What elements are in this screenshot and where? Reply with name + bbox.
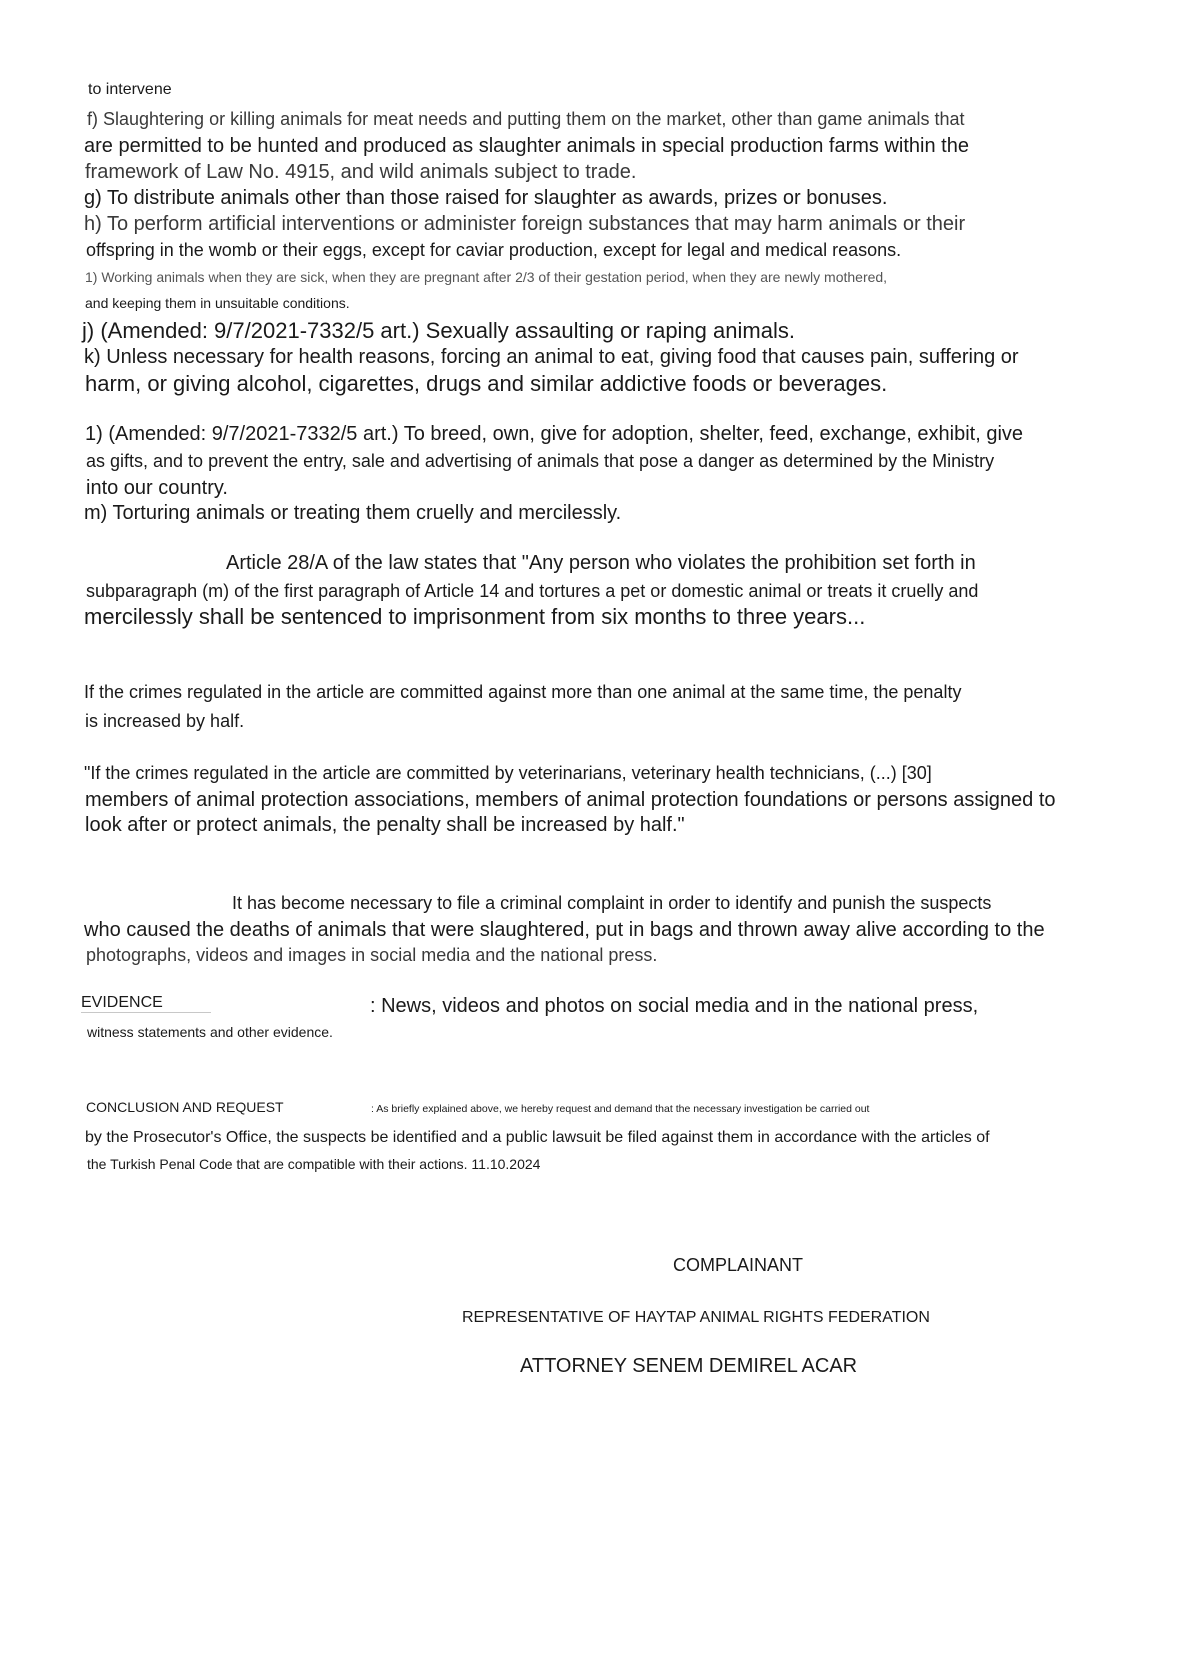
- penalty-multiple-line-2: is increased by half.: [85, 711, 245, 731]
- item-f-line-3: framework of Law No. 4915, and wild animals subject to trade.: [85, 161, 637, 183]
- conclusion-line-3: the Turkish Penal Code that are compatible with their actions. 11.10.2024: [87, 1156, 541, 1172]
- item-i-line-2: and keeping them in unsuitable conditions.: [85, 295, 350, 311]
- item-k-line-1: k) Unless necessary for health reasons, forcing an animal to eat, giving food that causes pain, suffering or: [84, 346, 1019, 368]
- complaint-line-3: photographs, videos and images in social media and the national press.: [86, 945, 658, 965]
- complaint-line-1: It has become necessary to file a criminal complaint in order to identify and punish the suspects: [232, 893, 992, 913]
- penalty-vet-line-1: "If the crimes regulated in the article are committed by veterinarians, veterinary health technicians, (...) [30]: [84, 763, 932, 783]
- item-f-line-2: are permitted to be hunted and produced as slaughter animals in special production farms within the: [84, 135, 969, 157]
- item-j: j) (Amended: 9/7/2021-7332/5 art.) Sexually assaulting or raping animals.: [82, 318, 795, 343]
- conclusion-line-1: : As briefly explained above, we hereby request and demand that the necessary investigation be carried out: [371, 1103, 870, 1115]
- item-h-line-2: offspring in the womb or their eggs, except for caviar production, except for legal and medical reasons.: [86, 240, 902, 260]
- item-g: g) To distribute animals other than those raised for slaughter as awards, prizes or bonuses.: [84, 187, 888, 209]
- evidence-text-line-2: witness statements and other evidence.: [87, 1024, 333, 1040]
- item-l-line-1: 1) (Amended: 9/7/2021-7332/5 art.) To breed, own, give for adoption, shelter, feed, exchange, exhibit, give: [85, 423, 1024, 445]
- penalty-vet-line-3: look after or protect animals, the penalty shall be increased by half.": [85, 814, 685, 836]
- item-f-line-1: f) Slaughtering or killing animals for meat needs and putting them on the market, other than game animals that: [87, 109, 965, 129]
- text-line-intervene: to intervene: [88, 81, 172, 98]
- complaint-line-2: who caused the deaths of animals that were slaughtered, put in bags and thrown away alive according to the: [84, 919, 1045, 941]
- evidence-label: EVIDENCE: [81, 995, 211, 1013]
- conclusion-label: CONCLUSION AND REQUEST: [86, 1099, 284, 1115]
- item-k-line-2: harm, or giving alcohol, cigarettes, drugs and similar addictive foods or beverages.: [85, 371, 888, 396]
- item-l-line-3: into our country.: [86, 477, 228, 499]
- item-m: m) Torturing animals or treating them cruelly and mercilessly.: [84, 502, 622, 524]
- item-h-line-1: h) To perform artificial interventions or administer foreign substances that may harm animals or their: [84, 213, 966, 235]
- article-28a-line-3: mercilessly shall be sentenced to imprisonment from six months to three years...: [84, 604, 866, 629]
- conclusion-line-2: by the Prosecutor's Office, the suspects be identified and a public lawsuit be filed against them in accordance with the articles of: [85, 1129, 990, 1146]
- item-i-line-1: 1) Working animals when they are sick, when they are pregnant after 2/3 of their gestation period, when they are newly mothered,: [85, 269, 888, 285]
- signature-representative: REPRESENTATIVE OF HAYTAP ANIMAL RIGHTS FEDERATION: [462, 1309, 930, 1326]
- penalty-multiple-line-1: If the crimes regulated in the article are committed against more than one animal at the same time, the penalty: [84, 682, 962, 702]
- article-28a-line-2: subparagraph (m) of the first paragraph of Article 14 and tortures a pet or domestic animal or treats it cruelly and: [86, 581, 979, 601]
- item-l-line-2: as gifts, and to prevent the entry, sale and advertising of animals that pose a danger as determined by the Ministry: [86, 451, 995, 471]
- evidence-text-line-1: : News, videos and photos on social media and in the national press,: [370, 995, 979, 1017]
- penalty-vet-line-2: members of animal protection associations, members of animal protection foundations or persons assigned to: [85, 789, 1056, 811]
- signature-complainant: COMPLAINANT: [673, 1255, 804, 1275]
- signature-attorney: ATTORNEY SENEM DEMIREL ACAR: [520, 1355, 858, 1377]
- article-28a-line-1: Article 28/A of the law states that "Any person who violates the prohibition set forth in: [226, 552, 976, 574]
